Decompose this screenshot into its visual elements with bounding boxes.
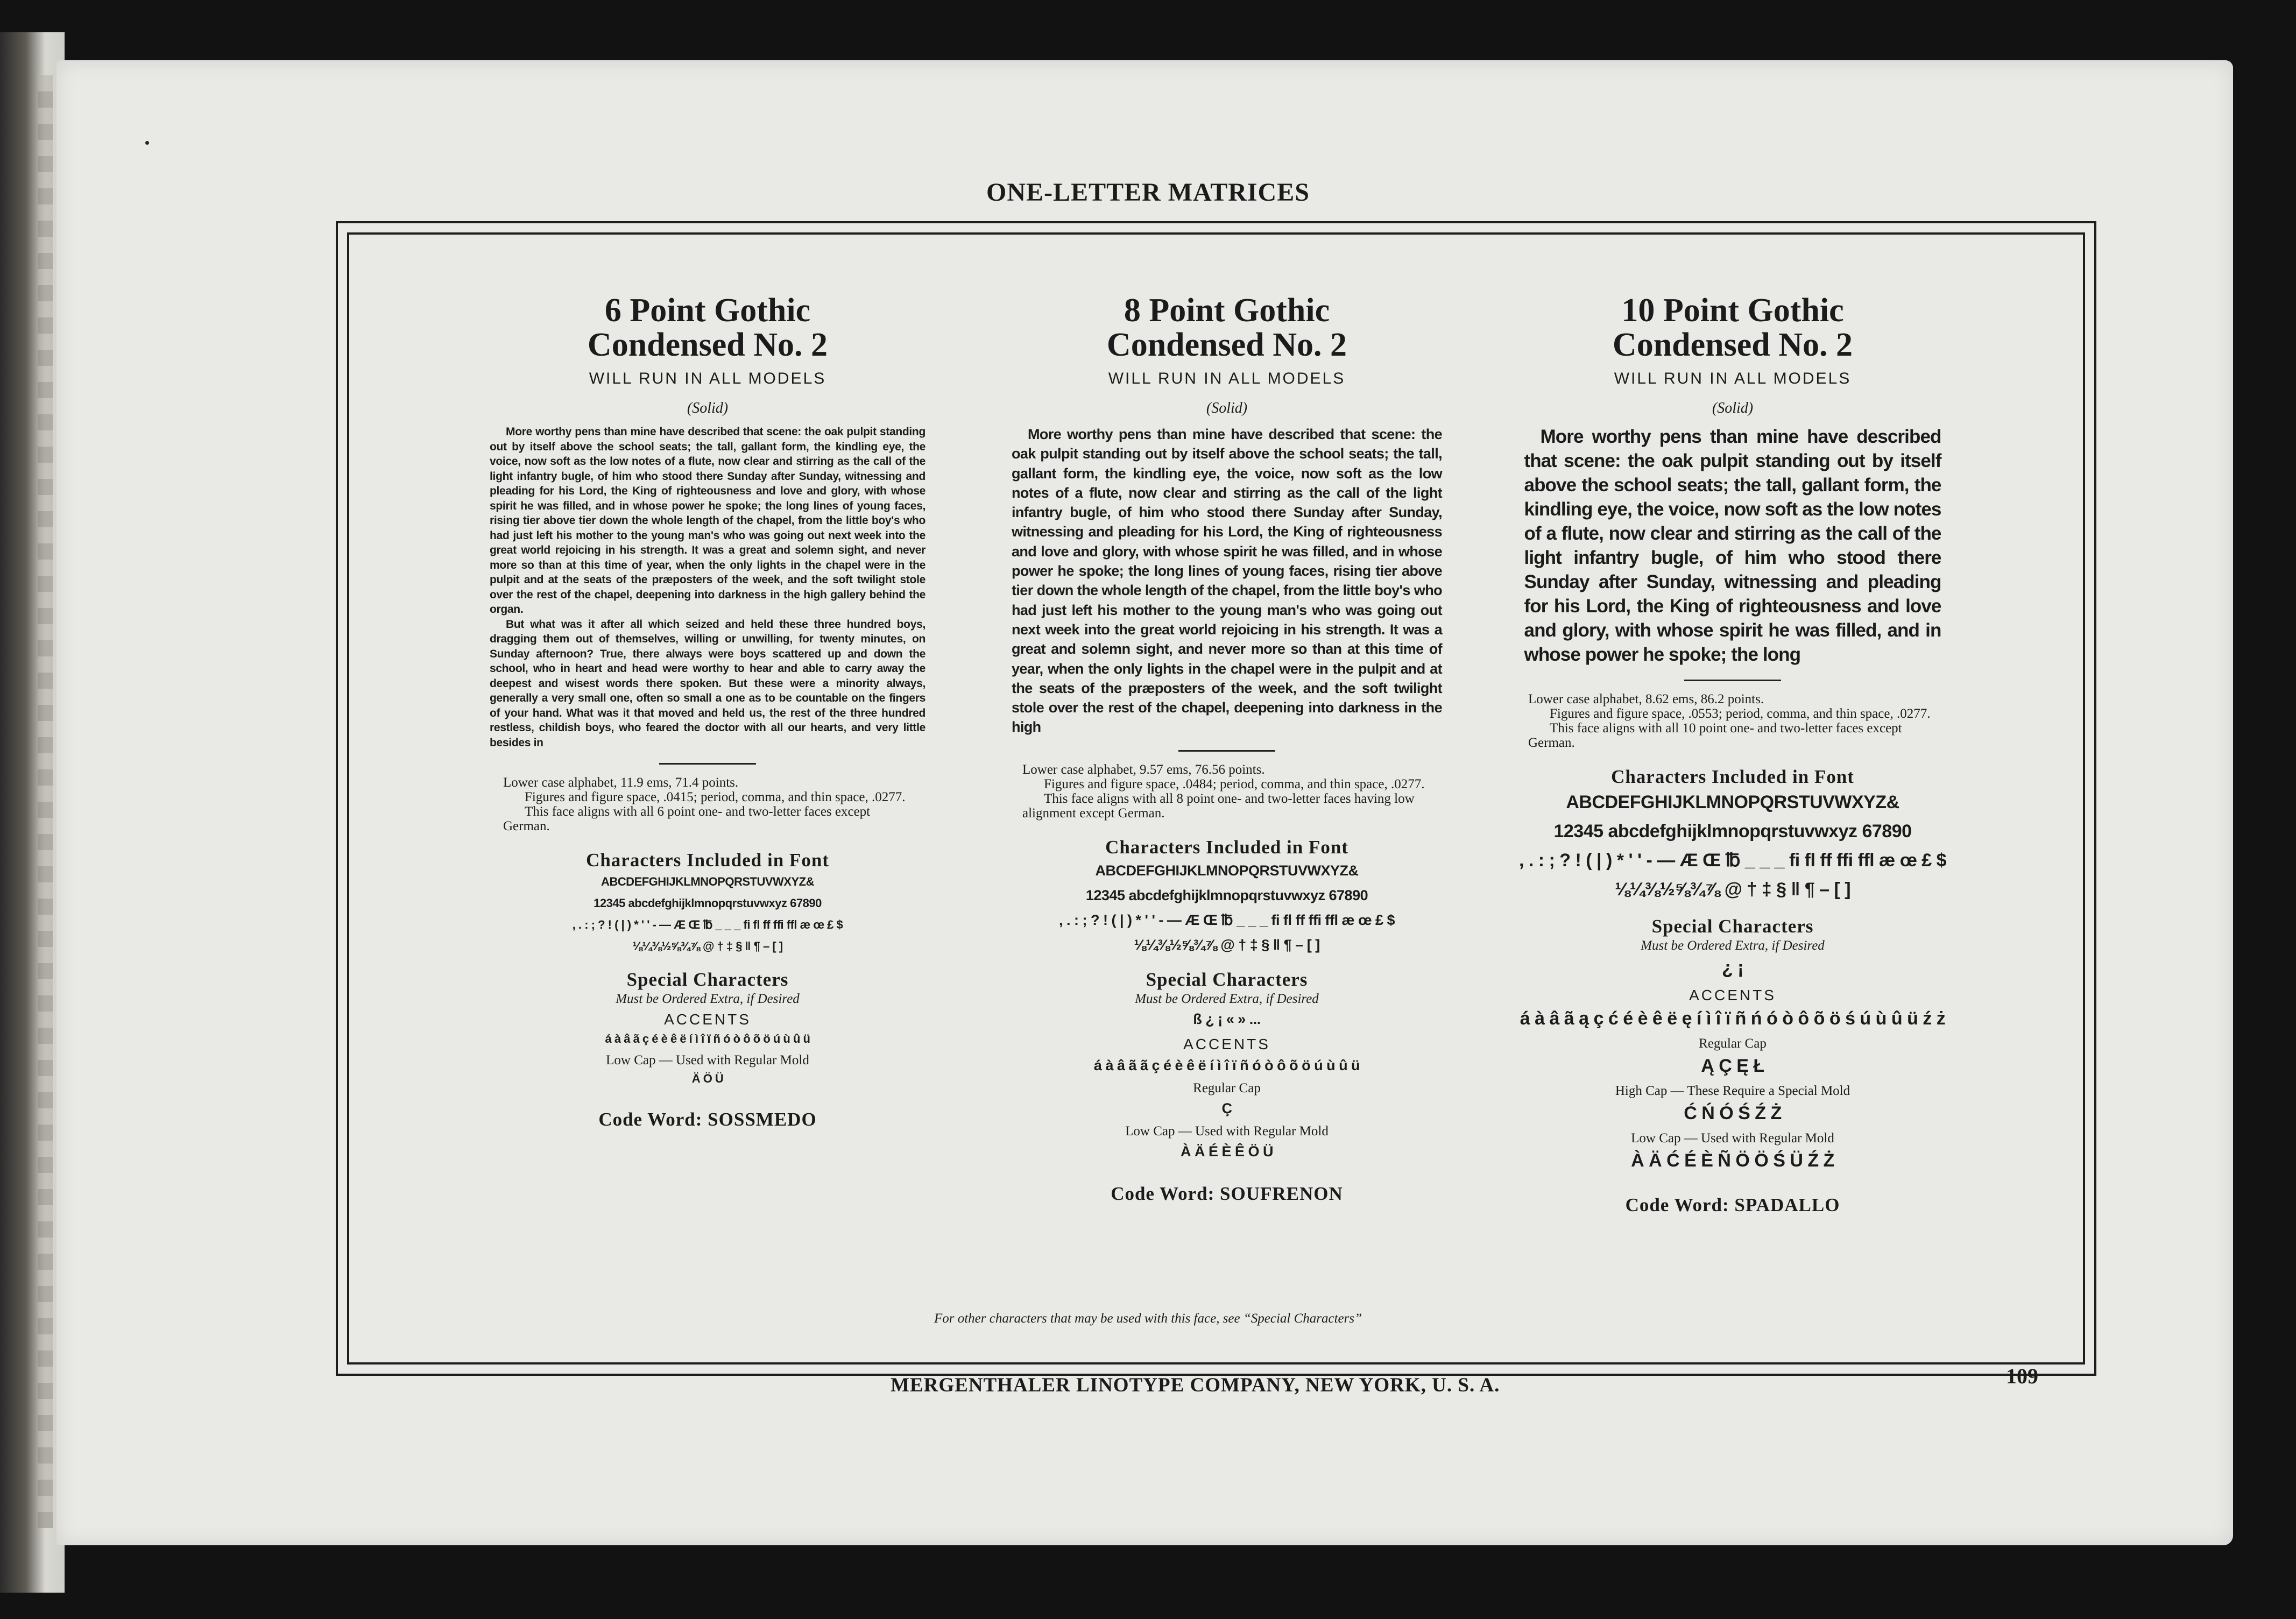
face-title-line2: Condensed No. 2 bbox=[1612, 327, 1853, 363]
face-title-line1: 8 Point Gothic bbox=[1124, 292, 1330, 329]
low-cap-chars: À Ä É È Ê Ö Ü bbox=[1180, 1143, 1274, 1160]
specimen-paragraph: More worthy pens than mine have described that scene: the oak pulpit standing out by itself above the school seats; the tall, gallant form, the kindling eye, the voice, now soft as the low notes of a flute, now clear and stirring as the call of the light infantry bugle, of him who stood there Sunday after Sunday, witnessing and pleading for his Lord, the King of righteousness and love and glory, with whose spirit he was filled, and in whose power he spoke; the long bbox=[1524, 426, 1941, 665]
specimen-text bbox=[1524, 425, 1941, 667]
footnote: For other characters that may be used with this face, see “Special Characters” bbox=[934, 1311, 1362, 1326]
chars-upper: ABCDEFGHIJKLMNOPQRSTUVWXYZ& bbox=[601, 875, 814, 888]
chars-lower: 12345 abcdefghijklmnopqrstuvwxyz 67890 bbox=[1085, 887, 1368, 903]
divider-rule bbox=[1684, 680, 1781, 681]
special-subtitle: Must be Ordered Extra, if Desired bbox=[1135, 991, 1319, 1006]
specimen-column-6pt bbox=[484, 293, 931, 1130]
high-cap-label: High Cap — These Require a Special Mold bbox=[1615, 1084, 1850, 1098]
specimen-paragraph: More worthy pens than mine have described that scene: the oak pulpit standing out by itself above the school seats; the tall, gallant form, the kindling eye, the voice, now soft as the low notes of a flute, now clear and stirring as the call of the light infantry bugle, of him who stood there Sunday after Sunday, witnessing and pleading for his Lord, the King of righteousness and love and glory, with whose spirit he was filled, and in whose power he spoke; the long lines of young faces, rising tier above tier down the whole length of the chapel, from the little boy's who had just left his mother to the young man's who was going out next week into the great world rejoicing in his strength. It was a great and solemn sight, and never more so than at this time of year, when the only lights in the chapel were in the pulpit and at the seats of the præposters of the week, and the soft twilight stole over the rest of the chapel, deepening into darkness in the high bbox=[1012, 426, 1442, 736]
font-notes bbox=[1528, 692, 1937, 750]
chars-punctuation: , . : ; ? ! ( | ) * ' ' - — Æ Œ ℔ _ _ _ fi fl ff ffi ffl æ œ £ $ bbox=[1059, 911, 1395, 928]
note-align: This face aligns with all 6 point one- and two-letter faces except German. bbox=[503, 804, 871, 833]
models-note: WILL RUN IN ALL MODELS bbox=[1614, 370, 1852, 387]
note-align: This face aligns with all 8 point one- and two-letter faces having low alignment except German. bbox=[1022, 791, 1415, 821]
note-align: This face aligns with all 10 point one- and two-letter faces except German. bbox=[1528, 721, 1902, 750]
chars-upper: ABCDEFGHIJKLMNOPQRSTUVWXYZ& bbox=[1566, 792, 1899, 812]
low-cap-chars: À Ä Ć É È Ñ Ö Ö Ś Ü Ź Ż bbox=[1631, 1150, 1834, 1171]
solid-label: (Solid) bbox=[1712, 400, 1754, 416]
chars-upper: ABCDEFGHIJKLMNOPQRSTUVWXYZ& bbox=[1095, 862, 1359, 879]
regular-cap-chars: Ç bbox=[1221, 1100, 1232, 1116]
characters-title: Characters Included in Font bbox=[586, 850, 829, 871]
accents-chars: á à â ã ą ç ć é è ê ë ę í ì î ï ñ ń ó ò ô õ ö ś ú ù û ü ź ż bbox=[1520, 1008, 1946, 1029]
specimen-column-10pt bbox=[1517, 293, 1948, 1216]
regular-cap-chars: Ą Ç Ę Ł bbox=[1701, 1056, 1764, 1076]
chars-lower: 12345 abcdefghijklmnopqrstuvwxyz 67890 bbox=[1553, 821, 1912, 842]
accents-title: ACCENTS bbox=[1689, 987, 1776, 1003]
running-head: ONE-LETTER MATRICES bbox=[986, 178, 1310, 207]
font-notes bbox=[1022, 762, 1431, 821]
code-word: Code Word: SPADALLO bbox=[1625, 1194, 1840, 1215]
note-figures: Figures and figure space, .0553; period, comma, and thin space, .0277. bbox=[1550, 706, 1931, 721]
solid-label: (Solid) bbox=[687, 400, 729, 416]
special-subtitle: Must be Ordered Extra, if Desired bbox=[616, 992, 800, 1006]
specimen-paragraph: More worthy pens than mine have described that scene: the oak pulpit standing out by itself above the school seats; the tall, gallant form, the kindling eye, the voice, now soft as the low notes of a flute, now clear and stirring as the call of the light infantry bugle, of him who stood there Sunday after Sunday, witnessing and pleading for his Lord, the King of righteousness and love and glory, with whose spirit he was filled, and in whose power he spoke; the long lines of young faces, rising tier above tier down the whole length of the chapel, from the little boy's who had just left his mother to the young man's who was going out next week into the great world rejoicing in his strength. It was a great and solemn sight, and never more so than at this time of year, when the only lights in the chapel were in the pulpit and at the seats of the præposters of the week, and the soft twilight stole over the rest of the chapel, deepening into darkness in the high gallery behind the organ. bbox=[490, 426, 926, 616]
low-cap-chars: Ä Ö Ü bbox=[691, 1072, 724, 1085]
note-alphabet: Lower case alphabet, 8.62 ems, 86.2 points. bbox=[1528, 692, 1764, 706]
special-chars: ¿ ¡ bbox=[1721, 958, 1744, 978]
face-title-line2: Condensed No. 2 bbox=[1106, 327, 1347, 363]
special-chars: ß ¿ ¡ « » ... bbox=[1193, 1010, 1261, 1027]
accents-chars: á à â ã ã ç é è ê ë í ì î ï ñ ó ò ô õ ö ú ù û ü bbox=[1093, 1057, 1360, 1073]
accents-chars: á à â ã ç é è ê ë í ì î ï ñ ó ò ô õ ö ú ù û ü bbox=[605, 1032, 810, 1045]
font-notes bbox=[503, 775, 912, 833]
book-gutter bbox=[0, 32, 65, 1593]
face-title-line2: Condensed No. 2 bbox=[587, 327, 828, 363]
specimen-paragraph: But what was it after all which seized and held these three hundred boys, dragging them out of themselves, willing or unwilling, for twenty minutes, on Sunday afternoon? True, there always were boys scattered up and down the school, who in heart and head were worthy to hear and able to carry away the deepest and wisest words there spoken. But these were a minority always, generally a very small one, often so small a one as to be countable on the fingers of your hand. What was it that moved and held us, the rest of the three hundred restless, childish boys, who feared the doctor with all our hearts, and very little besides in bbox=[490, 618, 926, 749]
note-figures: Figures and figure space, .0484; period, comma, and thin space, .0277. bbox=[1044, 776, 1425, 791]
models-note: WILL RUN IN ALL MODELS bbox=[1108, 370, 1346, 387]
models-note: WILL RUN IN ALL MODELS bbox=[589, 370, 826, 387]
publisher-footer: MERGENTHALER LINOTYPE COMPANY, NEW YORK, U. S. A. bbox=[891, 1374, 1500, 1396]
special-title: Special Characters bbox=[1651, 916, 1814, 937]
specimen-column-8pt bbox=[1006, 293, 1447, 1205]
special-title: Special Characters bbox=[626, 969, 789, 990]
regular-cap-label: Regular Cap bbox=[1699, 1036, 1767, 1051]
accents-title: ACCENTS bbox=[1183, 1035, 1270, 1052]
note-alphabet: Lower case alphabet, 9.57 ems, 76.56 points. bbox=[1022, 762, 1265, 777]
divider-rule bbox=[1178, 750, 1275, 752]
specimen-text bbox=[490, 425, 926, 750]
chars-lower: 12345 abcdefghijklmnopqrstuvwxyz 67890 bbox=[594, 896, 822, 910]
note-alphabet: Lower case alphabet, 11.9 ems, 71.4 points. bbox=[503, 775, 739, 790]
page-number: 109 bbox=[2006, 1364, 2038, 1388]
characters-title: Characters Included in Font bbox=[1611, 766, 1854, 787]
special-subtitle: Must be Ordered Extra, if Desired bbox=[1641, 938, 1825, 953]
solid-label: (Solid) bbox=[1206, 400, 1248, 416]
chars-punctuation: , . : ; ? ! ( | ) * ' ' - — Æ Œ ℔ _ _ _ fi fl ff ffi ffl æ œ £ $ bbox=[1518, 850, 1947, 871]
chars-fractions: ⅛¼⅜½⅝¾⅞ @ † ‡ § ‖ ¶ – [ ] bbox=[1134, 936, 1320, 953]
chars-punctuation: , . : ; ? ! ( | ) * ' ' - — Æ Œ ℔ _ _ _ fi fl ff ffi ffl æ œ £ $ bbox=[572, 918, 843, 931]
accents-title: ACCENTS bbox=[664, 1011, 751, 1028]
page-edges bbox=[38, 75, 53, 1528]
chars-fractions: ⅛¼⅜½⅝¾⅞ @ † ‡ § ‖ ¶ – [ ] bbox=[632, 939, 783, 953]
code-word: Code Word: SOSSMEDO bbox=[598, 1109, 817, 1130]
low-cap-label: Low Cap — Used with Regular Mold bbox=[1631, 1131, 1834, 1146]
low-cap-label: Low Cap — Used with Regular Mold bbox=[606, 1053, 809, 1067]
speck bbox=[145, 141, 149, 145]
characters-title: Characters Included in Font bbox=[1105, 836, 1348, 858]
face-title-line1: 10 Point Gothic bbox=[1621, 292, 1844, 329]
note-figures: Figures and figure space, .0415; period, comma, and thin space, .0277. bbox=[525, 790, 906, 804]
high-cap-chars: Ć Ń Ó Ś Ź Ż bbox=[1684, 1103, 1782, 1123]
face-title-line1: 6 Point Gothic bbox=[604, 292, 811, 329]
chars-fractions: ⅛¼⅜½⅝¾⅞ @ † ‡ § ‖ ¶ – [ ] bbox=[1614, 879, 1851, 900]
special-title: Special Characters bbox=[1146, 968, 1308, 990]
specimen-text bbox=[1012, 425, 1442, 737]
low-cap-label: Low Cap — Used with Regular Mold bbox=[1125, 1123, 1329, 1139]
code-word: Code Word: SOUFRENON bbox=[1111, 1183, 1343, 1204]
divider-rule bbox=[659, 763, 756, 765]
regular-cap-label: Regular Cap bbox=[1193, 1080, 1261, 1095]
